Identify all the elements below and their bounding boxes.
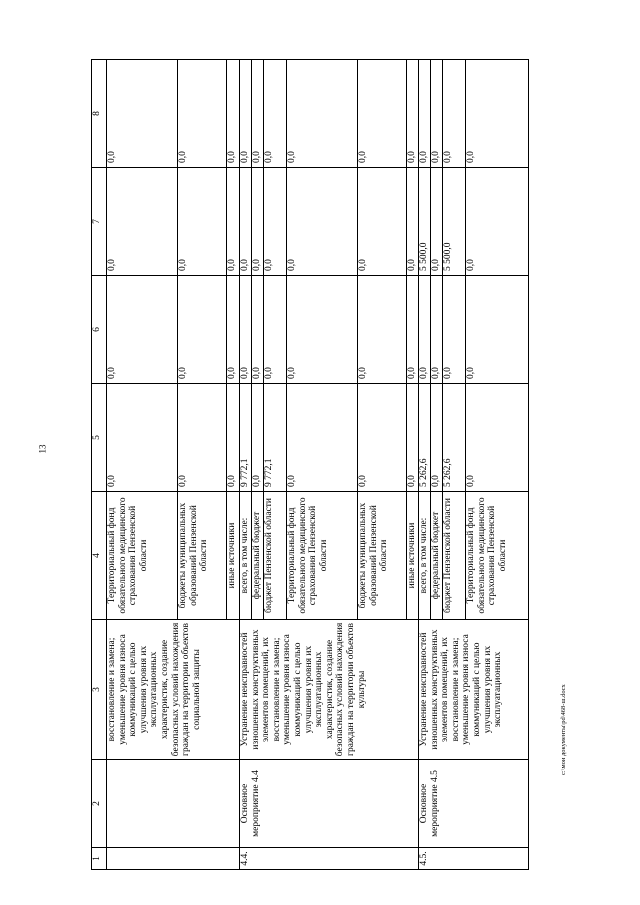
value-cell: 0,0 [252,384,264,492]
value-cell: 0,0 [178,384,227,492]
value-cell: 9 772,1 [240,384,252,492]
value-cell: 9 772,1 [264,384,287,492]
value-cell: 0,0 [227,60,240,168]
header-cell: 5 [92,384,107,492]
source-cell: федеральный бюджет [431,492,443,620]
value-cell: 0,0 [358,60,407,168]
source-cell: Территориальный фонд обязательного медицинского страхования Пензенской области [466,492,529,620]
value-cell: 0,0 [419,276,431,384]
header-cell: 4 [92,492,107,620]
value-cell: 0,0 [107,384,178,492]
source-cell: всего, в том числе: [419,492,431,620]
source-cell: Территориальный фонд обязательного медицинского страхования Пензенской области [107,492,178,620]
row-name: Основное мероприятие 4.4 [240,760,419,848]
value-cell: 0,0 [264,60,287,168]
row-number [107,848,240,870]
table-row [240,60,252,870]
source-cell: Территориальный фонд обязательного медицинского страхования Пензенской области [287,492,358,620]
value-cell: 0,0 [443,276,466,384]
header-cell: 2 [92,760,107,848]
value-cell: 0,0 [227,168,240,276]
row-name: Основное мероприятие 4.5 [419,760,529,848]
value-cell: 5 262,6 [419,384,431,492]
value-cell: 0,0 [358,168,407,276]
source-cell: бюджет Пензенской области [443,492,466,620]
value-cell: 5 500,0 [419,168,431,276]
value-cell: 0,0 [252,168,264,276]
value-cell: 5 500,0 [443,168,466,276]
value-cell: 0,0 [240,276,252,384]
source-cell: иные источники [227,492,240,620]
value-cell: 0,0 [358,384,407,492]
row-number: 4.5. [419,848,529,870]
activity-cell: Устранение неисправностей изношенных конструктивных элементов помещений, их восстановление и замена; уменьшение уровня износа коммуникаций с целью улучшения уровня их эксплуатационных характеристик, создание безопасных условий нахождения граждан на территории объектов культуры [240,620,419,760]
value-cell: 0,0 [407,60,419,168]
page-number: 13 [37,444,48,454]
header-cell: 3 [92,620,107,760]
value-cell: 0,0 [107,168,178,276]
budget-table-rotated [91,60,611,870]
value-cell: 0,0 [466,60,529,168]
value-cell: 0,0 [240,168,252,276]
value-cell: 0,0 [431,276,443,384]
source-cell: иные источники [407,492,419,620]
source-cell: федеральный бюджет [252,492,264,620]
value-cell: 0,0 [287,276,358,384]
value-cell: 5 262,6 [443,384,466,492]
footer-file-path: c:\мои документы\pd\468-ш.docx [560,684,567,775]
header-cell: 7 [92,168,107,276]
value-cell: 0,0 [431,60,443,168]
value-cell: 0,0 [178,276,227,384]
value-cell: 0,0 [264,168,287,276]
value-cell: 0,0 [431,168,443,276]
source-cell: бюджеты муниципальных образований Пензенской области [358,492,407,620]
value-cell: 0,0 [407,276,419,384]
header-cell: 6 [92,276,107,384]
value-cell: 0,0 [407,384,419,492]
table-row [107,60,178,870]
value-cell: 0,0 [431,384,443,492]
value-cell: 0,0 [227,384,240,492]
header-row [92,60,107,870]
value-cell: 0,0 [178,60,227,168]
value-cell: 0,0 [287,60,358,168]
table-row [419,60,431,870]
source-cell: бюджет Пензенской области [264,492,287,620]
header-cell: 1 [92,848,107,870]
value-cell: 0,0 [466,276,529,384]
source-cell: всего, в том числе: [240,492,252,620]
value-cell: 0,0 [107,276,178,384]
value-cell: 0,0 [107,60,178,168]
value-cell: 0,0 [466,384,529,492]
value-cell: 0,0 [466,168,529,276]
value-cell: 0,0 [443,60,466,168]
value-cell: 0,0 [252,276,264,384]
value-cell: 0,0 [358,276,407,384]
activity-cell: восстановление и замена; уменьшение уровня износа коммуникаций с целью улучшения уровня их эксплуатационных характеристик, создание безопасных условий нахождения граждан на территории объектов социальной защиты [107,620,240,760]
value-cell: 0,0 [240,60,252,168]
budget-table [91,59,529,870]
source-cell: бюджеты муниципальных образований Пензенской области [178,492,227,620]
row-name [107,760,240,848]
value-cell: 0,0 [227,276,240,384]
value-cell: 0,0 [419,60,431,168]
header-cell: 8 [92,60,107,168]
row-number: 4.4. [240,848,419,870]
activity-cell: Устранение неисправностей изношенных конструктивных элементов помещений, их восстановление и замена; уменьшение уровня износа коммуникаций с целью улучшения уровня их эксплуатационных [419,620,529,760]
value-cell: 0,0 [407,168,419,276]
value-cell: 0,0 [287,384,358,492]
value-cell: 0,0 [178,168,227,276]
value-cell: 0,0 [264,276,287,384]
value-cell: 0,0 [287,168,358,276]
value-cell: 0,0 [252,60,264,168]
